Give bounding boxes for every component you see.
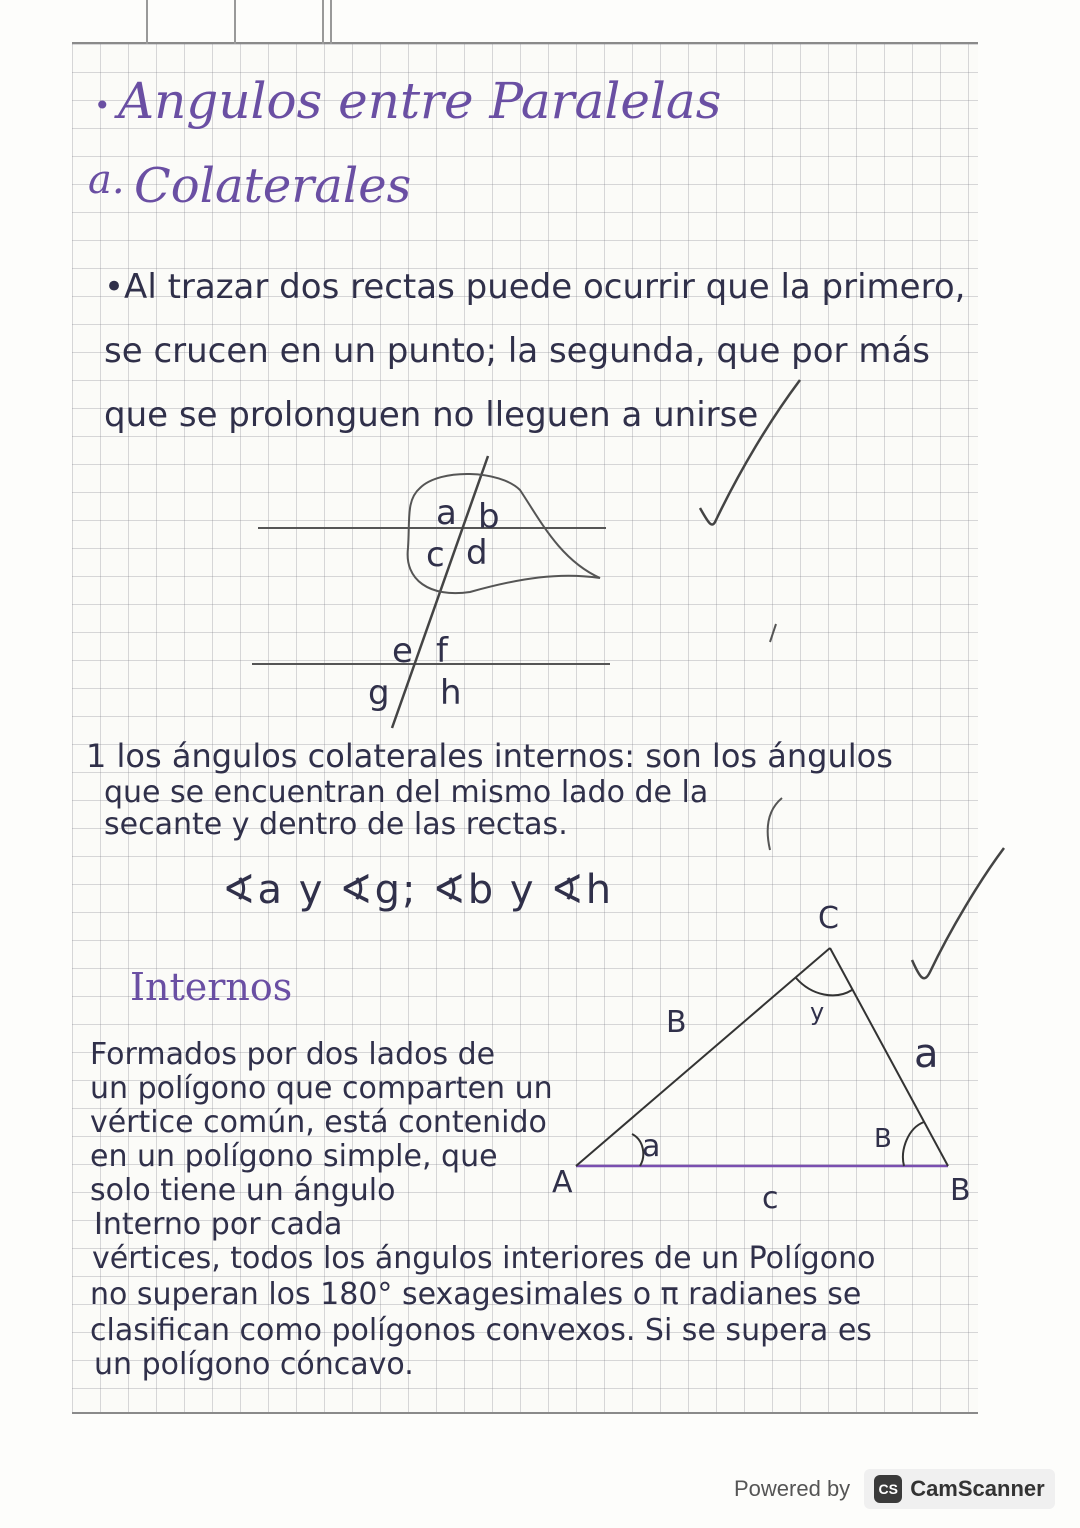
- triangle-vertex-A: A: [552, 1165, 573, 1200]
- definition-line-3: secante y dentro de las rectas.: [104, 807, 568, 842]
- triangle-side-AC: [576, 948, 830, 1166]
- camscanner-badge: [864, 1469, 1055, 1509]
- powered-by-text: Powered by: [734, 1476, 851, 1501]
- triangle-side-a-label: a: [914, 1031, 939, 1077]
- angle-label-g: g: [368, 673, 390, 713]
- stray-mark-1: [770, 624, 776, 642]
- camscanner-brand: CamScanner: [910, 1476, 1045, 1501]
- internos-line-3: vértice común, está contenido: [90, 1105, 547, 1140]
- intro-line-1: •Al trazar dos rectas puede ocurrir que la primero,: [104, 267, 966, 307]
- triangle-side-B-label: B: [666, 1005, 687, 1040]
- camscanner-logo-icon: CS: [874, 1475, 902, 1503]
- angle-pairs: ∢a y ∢g; ∢b y ∢h: [222, 867, 614, 913]
- stray-mark-2: [768, 798, 782, 850]
- angle-label-f: f: [436, 631, 448, 671]
- internos-line-8: no superan los 180° sexagesimales o π radianes se: [90, 1277, 862, 1312]
- angle-arc-gamma: [796, 978, 852, 995]
- triangle-angle-gamma: y: [810, 998, 825, 1026]
- highlight-loop: [408, 474, 600, 593]
- triangle-angle-alpha: a: [642, 1129, 661, 1164]
- triangle-side-c-label: c: [762, 1181, 779, 1216]
- angle-arc-beta: [903, 1122, 924, 1166]
- section-title: Colaterales: [134, 158, 412, 214]
- internos-line-6: Interno por cada: [94, 1207, 343, 1242]
- angle-label-d: d: [466, 533, 488, 573]
- angle-label-e: e: [392, 631, 413, 671]
- section-letter: a.: [88, 157, 125, 203]
- internos-line-7: vértices, todos los ángulos interiores de un Polígono: [92, 1241, 876, 1276]
- page-title: Angulos entre Paralelas: [118, 72, 722, 130]
- angle-label-c: c: [426, 535, 445, 575]
- internos-line-2: un polígono que comparten un: [90, 1071, 553, 1106]
- internos-line-1: Formados por dos lados de: [90, 1037, 496, 1072]
- triangle-vertex-B: B: [950, 1173, 971, 1208]
- angle-label-h: h: [440, 673, 462, 713]
- intro-line-3: que se prolonguen no lleguen a unirse: [104, 395, 759, 435]
- internos-line-5: solo tiene un ángulo: [90, 1173, 396, 1208]
- internos-line-9: clasifican como polígonos convexos. Si se supera es: [90, 1313, 872, 1348]
- triangle-angle-beta: B: [874, 1124, 892, 1154]
- internos-line-4: en un polígono simple, que: [90, 1139, 498, 1174]
- definition-line-2: que se encuentran del mismo lado de la: [104, 775, 709, 810]
- check-mark-1: [700, 380, 800, 524]
- camscanner-watermark: [734, 1466, 1055, 1512]
- angle-label-a: a: [436, 493, 457, 533]
- internos-title: Internos: [130, 965, 293, 1009]
- angle-label-b: b: [478, 497, 500, 537]
- check-mark-2: [912, 848, 1004, 978]
- internos-line-10: un polígono cóncavo.: [94, 1347, 414, 1382]
- intro-line-2: se crucen en un punto; la segunda, que por más: [104, 331, 931, 371]
- triangle-vertex-C: C: [818, 901, 839, 936]
- title-bullet: •: [94, 89, 111, 122]
- definition-line-1: 1 los ángulos colaterales internos: son los ángulos: [86, 737, 893, 775]
